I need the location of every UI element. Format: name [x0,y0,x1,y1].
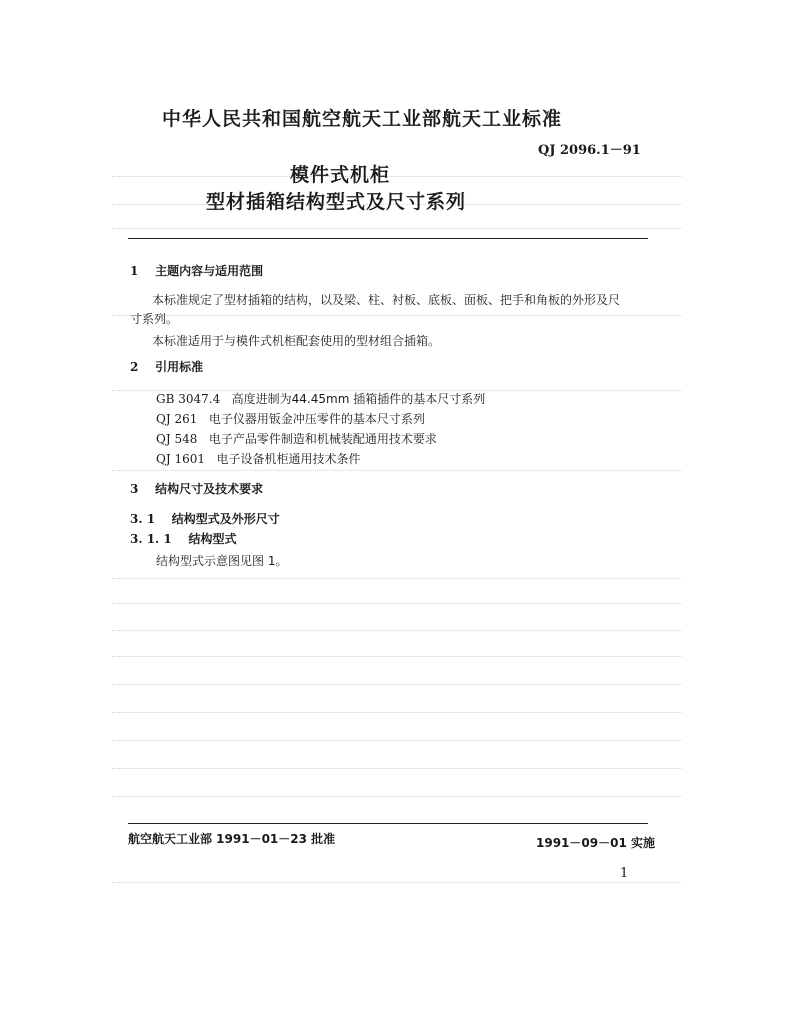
reference-item [156,430,437,447]
scan-line [112,315,682,317]
issuing-organization: 中华人民共和国航空航天工业部航天工业标准 [162,108,563,130]
reference-title: 电子设备机柜通用技术条件 [216,452,361,466]
scan-line [112,796,682,798]
section-3-heading [130,480,263,497]
footer-rule [128,823,648,824]
section-1-paragraph-1-line-1: 本标准规定了型材插箱的结构，以及梁、柱、衬板、底板、面板、把手和角板的外形及尺 [152,293,621,307]
reference-code: QJ 1601 [156,452,206,466]
reference-title: 电子产品零件制造和机械装配通用技术要求 [208,432,437,446]
reference-code: GB 3047.4 [156,392,221,406]
subsection-title: 结构型式及外形尺寸 [171,512,280,526]
header-rule [128,238,648,239]
standard-code: QJ 2096.1－91 [538,143,641,158]
section-title: 结构尺寸及技术要求 [155,482,264,496]
subsection-number: 3. 1 [130,512,156,526]
section-2-heading [130,358,203,375]
scan-line [112,603,682,605]
scan-line [112,228,682,230]
section-1-heading [130,262,263,279]
scan-line [112,176,682,178]
subsection-3-1-1-heading [130,530,237,547]
subsection-3-1-1-text: 结构型式示意图见图 1。 [156,554,288,568]
section-1-paragraph-1-line-2: 寸系列。 [130,312,179,326]
scan-line [112,740,682,742]
scan-line [112,712,682,714]
section-title: 引用标准 [155,360,204,374]
effective-date: 1991－09－01 实施 [536,836,655,850]
reference-item [156,390,485,407]
reference-title: 电子仪器用钣金冲压零件的基本尺寸系列 [208,412,425,426]
scan-line [112,768,682,770]
section-number: 3 [130,482,139,496]
section-1-paragraph-2: 本标准适用于与模件式机柜配套使用的型材组合插箱。 [152,334,441,348]
section-number: 1 [130,264,139,278]
scan-line [112,630,682,632]
reference-item [156,450,360,467]
section-title: 主题内容与适用范围 [155,264,264,278]
section-number: 2 [130,360,139,374]
subsection-title: 结构型式 [188,532,237,546]
reference-code: QJ 261 [156,412,198,426]
scan-line [112,578,682,580]
scan-line [112,684,682,686]
reference-title: 高度进制为44.45mm 插箱插件的基本尺寸系列 [231,392,486,406]
subsection-3-1-heading [130,510,280,527]
document-title-line1: 模件式机柜 [290,164,391,186]
reference-item [156,410,425,427]
page-number: 1 [620,866,629,881]
scan-line [112,470,682,472]
approval-date: 航空航天工业部 1991－01－23 批准 [128,832,336,846]
subsection-number: 3. 1. 1 [130,532,172,546]
reference-code: QJ 548 [156,432,198,446]
document-title-line2: 型材插箱结构型式及尺寸系列 [206,191,467,213]
scan-line [112,656,682,658]
scan-line [112,882,682,884]
